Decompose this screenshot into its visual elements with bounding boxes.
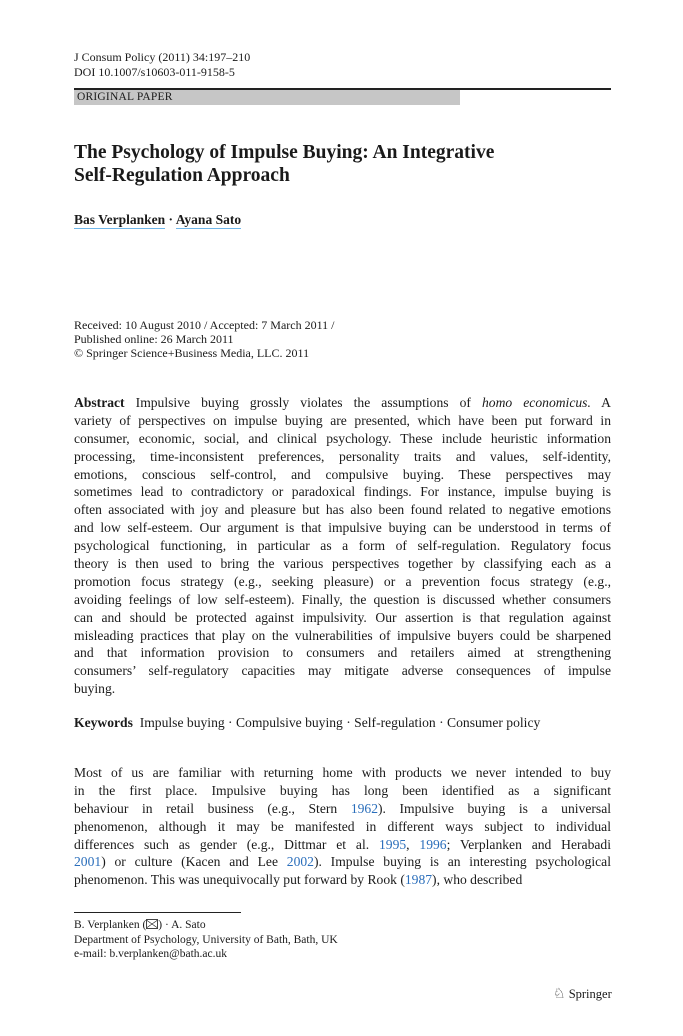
running-header [74, 50, 611, 80]
abstract-line [74, 609, 611, 627]
citation-link[interactable]: 2001 [74, 854, 102, 870]
publication-dates [74, 318, 611, 360]
abstract-line [74, 662, 611, 680]
text-span: processing, time-inconsistent preferences, personality traits and values, self-identity, [74, 448, 611, 464]
keywords-text: Impulse buying · Compulsive buying · Self-regulation · Consumer policy [139, 715, 541, 730]
abstract-line [74, 644, 611, 662]
text-span: and low self-esteem. Our argument is that impulsive buying can be understood in terms of [74, 520, 611, 536]
paper-title [74, 141, 611, 187]
footnote-author: ) · A. Sato [158, 919, 206, 931]
abstract-line [74, 591, 611, 609]
text-span: psychological functioning, in particular as a form of self-regulation. Regulatory focus [74, 538, 611, 554]
text-span: ; Verplanken and Herabadi [446, 836, 611, 852]
text-span: in the first place. Impulsive buying has long been identified as a significant [74, 782, 611, 798]
text-span: phenomenon. This was unequivocally put forward by Rook ( [74, 872, 405, 888]
abstract-line [74, 519, 611, 537]
authors [74, 212, 611, 228]
text-span: Impulsive buying grossly violates the assumptions of [124, 395, 482, 410]
text-span: theory is then used to bring the various perspectives together by classifying each as a [74, 556, 611, 572]
abstract-line [74, 501, 611, 519]
text-span: variety of perspectives on impulse buying are presented, which have been put forward in [74, 412, 611, 428]
text-span: consumer, economic, social, and clinical psychology. These include heuristic information [74, 430, 611, 446]
abstract-line [74, 555, 611, 573]
journal-citation: J Consum Policy (2011) 34:197–210 [74, 50, 251, 64]
received-accepted: Received: 10 August 2010 / Accepted: 7 March 2011 / [74, 318, 335, 332]
author-link[interactable]: Ayana Sato [175, 212, 242, 227]
text-span: A [590, 395, 611, 410]
abstract-line [74, 483, 611, 501]
intro-line [74, 836, 611, 854]
author-link[interactable]: Bas Verplanken [74, 212, 166, 227]
springer-knight-icon: ♘ [553, 987, 566, 1002]
keywords-label: Keywords [74, 715, 133, 730]
text-span: behaviour in retail business (e.g., Stern [74, 800, 351, 816]
author-separator: · [165, 212, 176, 227]
abstract-line [74, 394, 611, 412]
introduction [74, 764, 611, 889]
text-span: , [406, 836, 420, 852]
text-span: ). Impulse buying is an interesting psychological [313, 854, 611, 870]
intro-line [74, 818, 611, 836]
citation-link[interactable]: 1962 [350, 800, 378, 816]
author-footnote [74, 918, 611, 962]
text-span: avoiding feelings of low self-esteem). Finally, the question is discussed whether consumers [74, 591, 611, 607]
intro-line [74, 853, 611, 871]
citation-link[interactable]: 1987 [404, 872, 433, 888]
section-label: ORIGINAL PAPER [74, 90, 460, 105]
abstract-line [74, 627, 611, 645]
copyright: © Springer Science+Business Media, LLC. 2011 [74, 346, 310, 360]
intro-line [74, 800, 611, 818]
text-span: sometimes lead to contradictory or paradoxical findings. For instance, impulse buying is [74, 484, 611, 500]
text-span: misleading practices that play on the vulnerabilities of impulsive buyers could be sharpened [74, 627, 611, 643]
intro-line [74, 782, 611, 800]
citation-link[interactable]: 1995 [378, 836, 407, 852]
affiliation: Department of Psychology, University of Bath, Bath, UK [74, 933, 338, 946]
abstract-line [74, 573, 611, 591]
text-span: often associated with joy and pleasure but has also been found related to negative emotions [74, 502, 611, 518]
text-span: homo economicus. [482, 395, 591, 410]
text-span: Most of us are familiar with returning home with products we never intended to buy [74, 765, 611, 780]
doi[interactable]: DOI 10.1007/s10603-011-9158-5 [74, 65, 235, 79]
text-span: ). Impulsive buying is a universal [378, 800, 611, 816]
published-online: Published online: 26 March 2011 [74, 332, 234, 346]
title-line: Self-Regulation Approach [74, 165, 290, 186]
publisher-logo [553, 986, 612, 1003]
envelope-icon[interactable] [146, 919, 158, 929]
text-span: differences such as gender (e.g., Dittmar et al. [74, 836, 379, 852]
abstract-line [74, 537, 611, 555]
email[interactable]: e-mail: b.verplanken@bath.ac.uk [74, 948, 228, 960]
publisher-name: Springer [568, 987, 612, 1001]
citation-link[interactable]: 1996 [419, 836, 447, 852]
abstract-line [74, 680, 611, 698]
abstract-label: Abstract [74, 395, 125, 410]
title-line: The Psychology of Impulse Buying: An Integrative [74, 142, 495, 163]
abstract-line [74, 430, 611, 448]
text-span: phenomenon, although it may be manifested in different ways subject to individual [74, 818, 611, 834]
abstract-line [74, 412, 611, 430]
text-span: promotion focus strategy (e.g., seeking pleasure) or a prevention focus strategy (e.g., [74, 573, 611, 589]
abstract-line [74, 448, 611, 466]
intro-line [74, 871, 611, 889]
text-span: emotions, conscious self-control, and compulsive buying. These perspectives may [74, 466, 611, 482]
keywords [74, 715, 611, 731]
text-span: ), who described [432, 872, 523, 888]
text-span: buying. [74, 681, 116, 697]
footnote-author: B. Verplanken ( [74, 919, 147, 931]
intro-line [74, 764, 611, 782]
footnote-rule [74, 912, 241, 913]
text-span: ) or culture (Kacen and Lee [101, 854, 287, 870]
text-span: can and should be protected against impulsivity. Our assertion is that regulation against [74, 609, 611, 625]
text-span: consumers’ self-regulatory capacities may mitigate adverse consequences of impulse [74, 663, 611, 679]
abstract-line [74, 466, 611, 484]
abstract [74, 394, 611, 698]
text-span: and that information provision to consumers and retailers aimed at strengthening [74, 645, 611, 661]
citation-link[interactable]: 2002 [286, 854, 314, 870]
